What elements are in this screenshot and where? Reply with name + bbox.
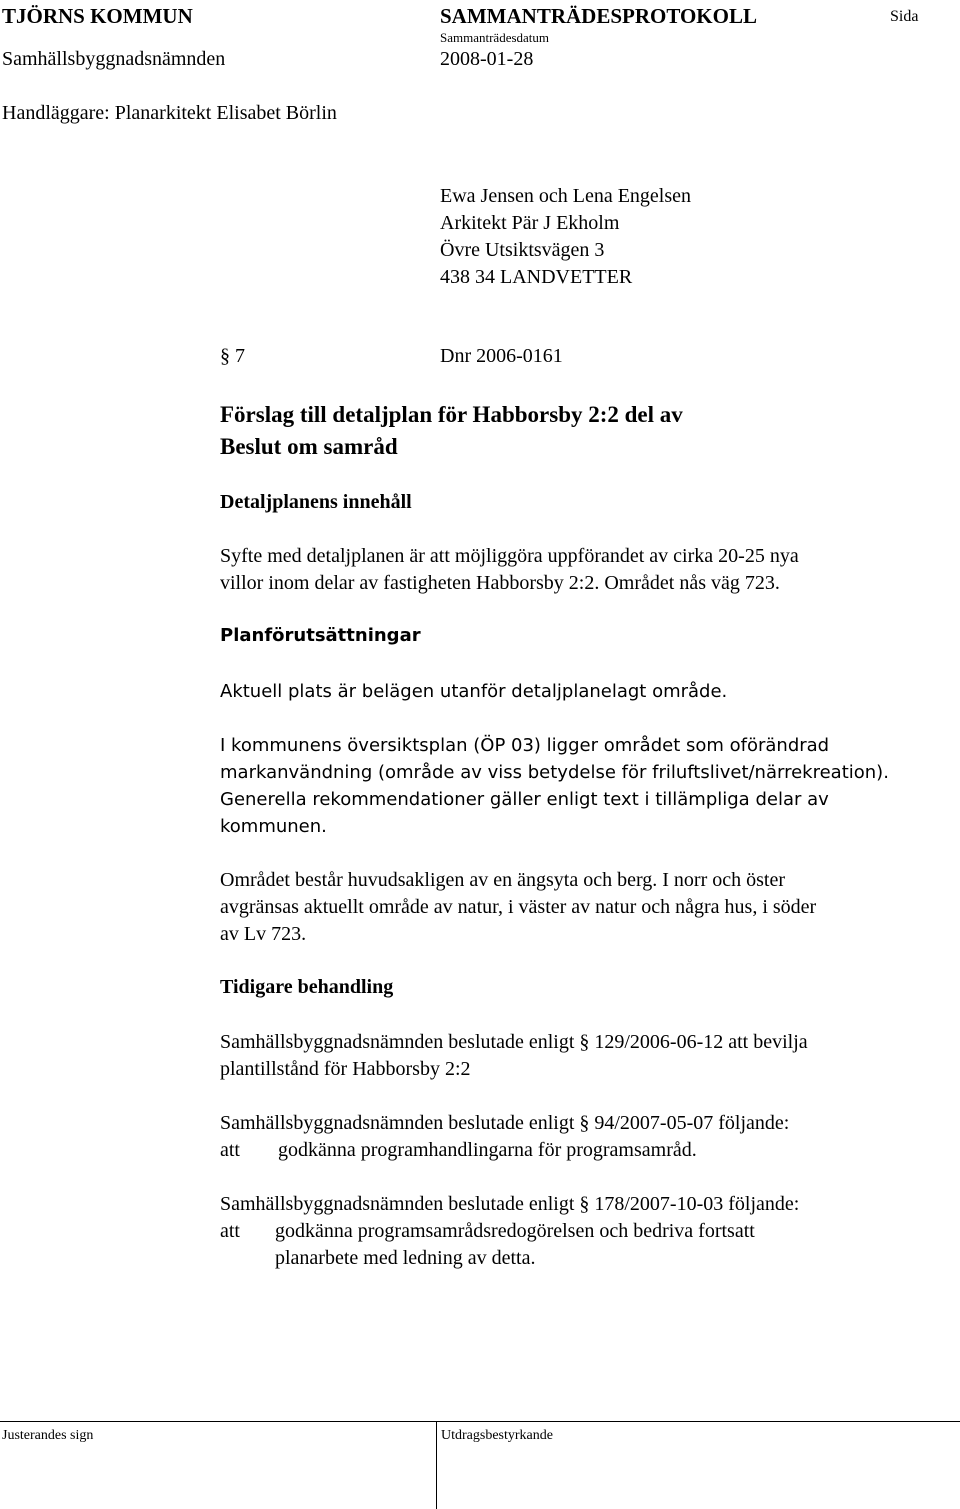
plan-line: kommunen. (220, 816, 327, 837)
decision-att-row (220, 1137, 920, 1164)
decision-att-row (220, 1218, 920, 1272)
att-word: att (220, 1220, 240, 1242)
case-title-line: Beslut om samråd (220, 434, 398, 459)
history-heading: Tidigare behandling (220, 976, 394, 998)
case-number: Dnr 2006-0161 (440, 345, 563, 367)
municipality-name: TJÖRNS KOMMUN (2, 4, 193, 28)
area-paragraph (220, 867, 816, 948)
area-line: avgränsas aktuellt område av natur, i väster av natur och några hus, i söder (220, 896, 817, 918)
area-line: av Lv 723. (220, 923, 307, 945)
content-line: Syfte med detaljplanen är att möjliggöra uppförandet av cirka 20-25 nya (220, 545, 799, 567)
date-label: Sammanträdesdatum (440, 30, 550, 45)
decision-text: planarbete med ledning av detta. (275, 1247, 536, 1269)
recipient-line: Övre Utsiktsvägen 3 (440, 239, 605, 261)
footer-rule (0, 1421, 960, 1422)
content-heading: Detaljplanens innehåll (220, 491, 412, 513)
extract-label: Utdragsbestyrkande (441, 1428, 553, 1443)
handler-line: Handläggare: Planarkitekt Elisabet Börlin (2, 102, 337, 124)
history-line: Samhällsbyggnadsnämnden beslutade enligt § 94/2007-05-07 följande: (220, 1112, 790, 1134)
history-line: Samhällsbyggnadsnämnden beslutade enligt § 129/2006-06-12 att bevilja (220, 1031, 808, 1053)
footer-divider (436, 1422, 437, 1509)
page-label: Sida (890, 8, 919, 25)
case-title-line: Förslag till detaljplan för Habborsby 2:2 del av (220, 402, 683, 427)
history-entry (220, 1191, 799, 1218)
signature-label: Justerandes sign (2, 1428, 94, 1443)
history-entry (220, 1029, 808, 1083)
att-word: att (220, 1139, 240, 1161)
document-type: SAMMANTRÄDESPROTOKOLL (440, 4, 757, 28)
history-entry (220, 1110, 789, 1137)
plan-line: Aktuell plats är belägen utanför detaljplanelagt område. (220, 681, 728, 702)
content-paragraph (220, 543, 799, 597)
plan-line: Generella rekommendationer gäller enligt text i tillämpliga delar av (220, 789, 829, 810)
plan-paragraph (220, 678, 727, 705)
decision-text: godkänna programhandlingarna för programsamråd. (278, 1139, 697, 1161)
plan-paragraph (220, 732, 889, 840)
meeting-date: 2008-01-28 (440, 48, 534, 70)
section-number: § 7 (220, 345, 245, 367)
area-line: Området består huvudsakligen av en ängsyta och berg. I norr och öster (220, 869, 786, 891)
plan-heading: Planförutsättningar (220, 625, 421, 646)
history-line: Samhällsbyggnadsnämnden beslutade enligt § 178/2007-10-03 följande: (220, 1193, 800, 1215)
plan-line: I kommunens översiktsplan (ÖP 03) ligger området som oförändrad (220, 735, 830, 756)
recipient-line: Arkitekt Pär J Ekholm (440, 212, 620, 234)
plan-line: markanvändning (område av viss betydelse för friluftslivet/närrekreation). (220, 762, 889, 783)
decision-text: godkänna programsamrådsredogörelsen och bedriva fortsatt (275, 1220, 755, 1242)
recipient-address (440, 183, 691, 291)
case-title (220, 399, 683, 463)
content-line: villor inom delar av fastigheten Habborsby 2:2. Området nås väg 723. (220, 572, 780, 594)
committee-name: Samhällsbyggnadsnämnden (2, 48, 226, 70)
recipient-line: Ewa Jensen och Lena Engelsen (440, 185, 692, 207)
history-line: plantillstånd för Habborsby 2:2 (220, 1058, 471, 1080)
recipient-line: 438 34 LANDVETTER (440, 266, 633, 288)
